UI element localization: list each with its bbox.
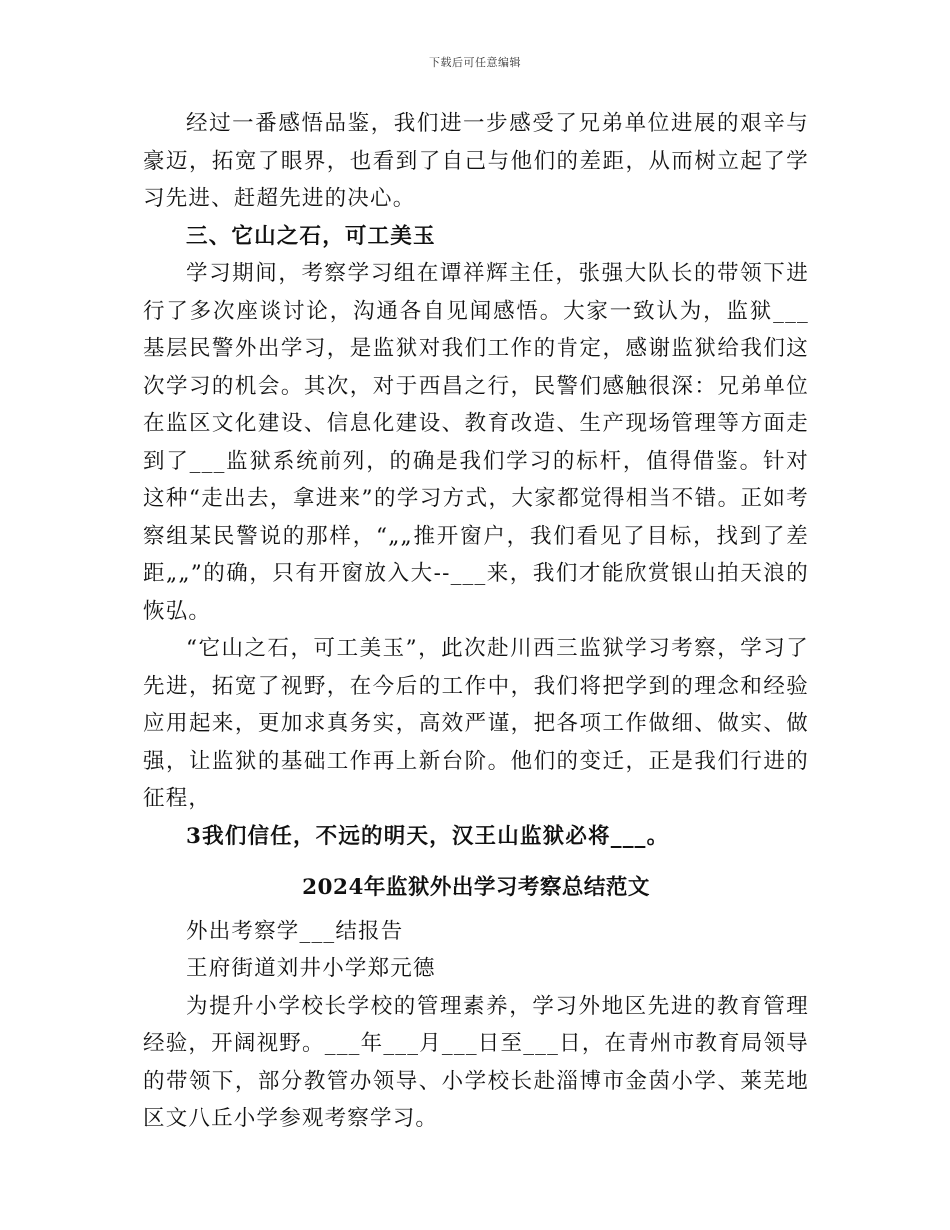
page-header: 下载后可任意编辑	[429, 56, 521, 69]
section-heading: 三、它山之石，可工美玉	[186, 223, 436, 249]
document-title: 2024年监狱外出学习考察总结范文	[302, 875, 650, 900]
paragraph: 为提升小学校长学校的管理素养，学习外地区先进的教育管理经验，开阔视野。___年___月___日至___日，在青州市教育局领导的带领下，部分教管办领导、小学校长赴淄博市金茵小学、莱芜地区文八丘小学参观考察学习。	[143, 993, 809, 1131]
paragraph: 经过一番感悟品鉴，我们进一步感受了兄弟单位进展的艰辛与豪迈，拓宽了眼界，也看到了自己与他们的差距，从而树立起了学习先进、赶超先进的决心。	[143, 111, 809, 211]
paragraph: “它山之石，可工美玉”，此次赴川西三监狱学习考察，学习了先进，拓宽了视野，在今后的工作中，我们将把学到的理念和经验应用起来，更加求真务实，高效严谨，把各项工作做细、做实、做强，让监狱的基础工作再上新台阶。他们的变迁，正是我们行进的征程，	[143, 636, 809, 811]
document-author: 王府街道刘井小学郑元德	[186, 956, 436, 981]
document-body	[143, 105, 809, 1138]
paragraph: 学习期间，考察学习组在谭祥辉主任，张强大队长的带领下进行了多次座谈讨论，沟通各自见闻感悟。大家一致认为，监狱___基层民警外出学习，是监狱对我们工作的肯定，感谢监狱给我们这次学习的机会。其次，对于西昌之行，民警们感触很深：兄弟单位在监区文化建设、信息化建设、教育改造、生产现场管理等方面走到了___监狱系统前列，的确是我们学习的标杆，值得借鉴。针对这种“走出去，拿进来”的学习方式，大家都觉得相当不错。正如考察组某民警说的那样，“„„推开窗户，我们看见了目标，找到了差距„„”的确，只有开窗放入大--___来，我们才能欣赏银山拍天浪的恢弘。	[143, 261, 809, 624]
document-subtitle: 外出考察学___结报告	[186, 918, 404, 944]
bold-paragraph: 3我们信任，不远的明天，汉王山监狱必将___。	[186, 823, 670, 849]
